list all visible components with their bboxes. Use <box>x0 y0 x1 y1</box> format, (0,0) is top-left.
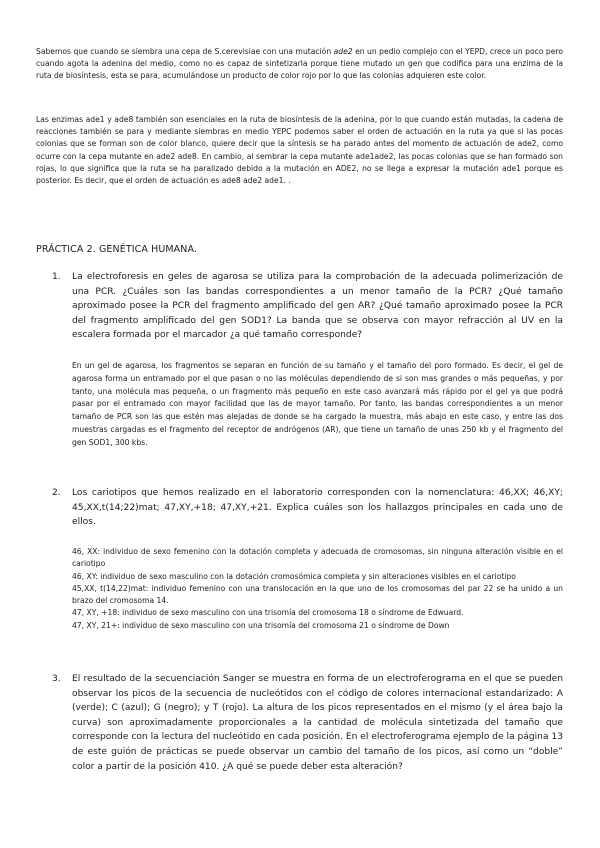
answer-2-line: 46, XX: individuo de sexo femenino con la dotación completa y adecuada de cromosomas, sin ninguna alteración visible en el cariotipo <box>72 547 563 569</box>
question-2-text: Los cariotipos que hemos realizado en el laboratorio corresponden con la nomenclatura: 46,XX; 46,XY; 45,XX,t(14;22)mat; 47,XY,+18; 47,XY,+21. Explica cuáles son los hallazgos principales en cada uno de ellos. <box>72 488 563 528</box>
question-3-number: 3. <box>52 674 61 684</box>
answer-2-list <box>72 546 563 632</box>
question-1-number: 1. <box>52 272 61 282</box>
question-3-text: El resultado de la secuenciación Sanger se muestra en forma de un electroferograma en el que se pueden observar los picos de la secuencia de nucleótidos con el código de colores internacional estandarizado: A (verde); C (azul); G (negro); y T (rojo). La altura de los picos representados en el mismo (y el área bajo la curva) son aproximadamente proporcionales a la cantidad de molécula sintetizada del tamaño que corresponde con la lectura del nucleótido en cada posición. En el electroferograma ejemplo de la página 13 de este guión de prácticas se puede observar un cambio del tamaño de los picos, así como un “doble” color a partir de la posición 410. ¿A qué se puede deber esta alteración? <box>72 674 563 772</box>
answer-2-line: 47, XY, +18: individuo de sexo masculino con una trisomía del cromosoma 18 o síndrome de Edwuard. <box>72 608 464 618</box>
answer-1-text: En un gel de agarosa, los fragmentos se separan en función de su tamaño y el tamaño del poro formado. Es decir, el gel de agarosa forma un entramado por el que pasan o no las moléculas dependiendo de si son mas grandes o más pequeñas, y por tanto, una molécula mas pequeña, o un fragmento más pequeño en este caso avanzará más rápido por el gel ya que podrá pasar por el entramado con mayor facilidad que las de mayor tamaño. Por tanto, las bandas correspondientes a un menor tamaño de PCR son las que estén mas alejadas de donde se ha cargado la muestra, más abajo en este caso, y entre las dos muestras cargadas es el fragmento del receptor de andrógenos (AR), que tiene un tamaño de unas 250 kb y el fragmento del gen SOD1, 300 kbs. <box>72 361 563 447</box>
answer-2-line: 47, XY, 21+: individuo de sexo masculino con una trisomía del cromosoma 21 o síndrome de Down <box>72 620 450 630</box>
intro-p1-end: en un pedio complejo con el YEPD, crece un poco pero cuando agota la adenina del medio, como no es capaz de sintetizarla porque tiene mutado un gen que codifica para una enzima de la ruta de biosíntesis, esta se para, acumulándose un producto de color rojo por lo que las colonias adquieren este color. <box>36 47 564 81</box>
intro-paragraph-2: Las enzimas ade1 y ade8 también son esenciales en la ruta de biosíntesis de la adenina, por lo que cuando están mutadas, la cadena de reacciones también se para y mediante siembras en medio YEPC podemos saber el orden de actuación en la ruta ya que si las pocas colonias que se forman son de color blanco, quiere decir que la síntesis se ha parado antes del momento de actuación de ade2, como ocurre con la cepa mutante en ade2 ade8. En cambio, al sembrar la cepa mutante ade1ade2, las pocas colonias que se han formado son rojas, lo que significa que la ruta se ha paralizado debido a la mutación en ADE2, no se llega a expresar la mutación ade1 porque es posterior. Es decir, que el orden de actuación es ade8 ade2 ade1. . <box>36 115 563 186</box>
answer-2-line: 45,XX, t(14,22)mat: individuo femenino con una translocación en la que uno de los cromosomas del par 22 se ha unido a un brazo del cromosoma 14. <box>72 583 563 606</box>
intro-p1-start: Sabemos que cuando se siembra una cepa de S.cerevisiae con una mutación <box>36 47 334 56</box>
intro-paragraph-1 <box>36 46 563 83</box>
intro-p1-gene: ade2 <box>333 47 353 56</box>
question-2-number: 2. <box>52 488 61 498</box>
question-1-text: La electroforesis en geles de agarosa se utiliza para la comprobación de la adecuada polimerización de una PCR. ¿Cuáles son las bandas correspondientes a un menor tamaño de la PCR? ¿Qué tamaño aproximado posee la PCR del fragmento amplificado del gen AR? ¿Qué tamaño aproximado posee la PCR del fragmento amplificado del gen SOD1? La banda que se observa con mayor refracción al UV en la escalera formada por el marcador ¿a qué tamaño corresponde? <box>72 272 563 341</box>
section-title: PRÁCTICA 2. GENÉTICA HUMANA. <box>36 244 198 255</box>
answer-2-line: 46, XY: individuo de sexo masculino con la dotación cromosómica completa y sin alteraciones visibles en el cariotipo <box>72 571 516 581</box>
